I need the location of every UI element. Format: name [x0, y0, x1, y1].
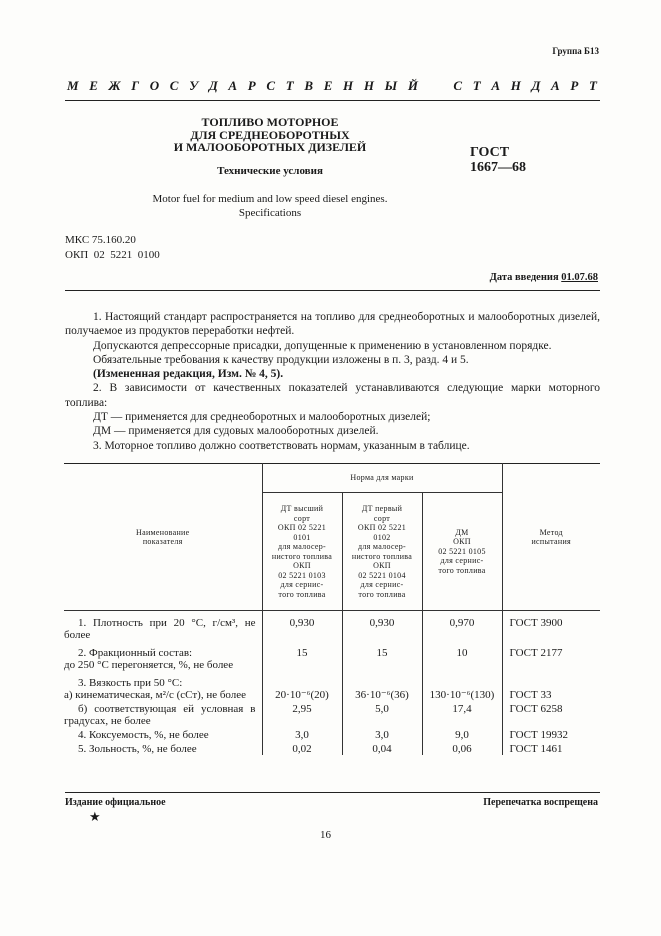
heading-letter: С	[453, 78, 463, 93]
fuel-norms-table	[64, 463, 600, 755]
indicator-name: 2. Фракционный состав: до 250 °С перегоняется, %, не более	[64, 647, 234, 671]
header-method: Метод испытания	[502, 464, 600, 611]
introduction-date	[490, 272, 598, 283]
header-dm: ДМ ОКП 02 5221 0105 для сернис- того топлива	[422, 493, 502, 611]
heading-letter: Г	[131, 78, 140, 93]
interstate-standard-heading	[67, 78, 597, 94]
document-subtitle: Технические условия	[217, 165, 323, 177]
heading-letter	[429, 78, 443, 94]
paragraph: 3. Моторное топливо должно соответствовать нормам, указанным в таблице.	[93, 439, 470, 452]
heading-letter: Н	[343, 78, 354, 93]
heading-letter: Д	[531, 78, 541, 93]
title-line: И МАЛООБОРОТНЫХ ДИЗЕЛЕЙ	[173, 140, 367, 154]
test-method: ГОСТ 2177	[502, 641, 600, 671]
heading-letter: В	[304, 78, 314, 93]
value-dt-premium: 0,02	[262, 741, 342, 755]
header-indicator-name: Наименование показателя	[136, 527, 190, 546]
heading-letter: Т	[589, 78, 597, 93]
table-row	[64, 611, 600, 642]
heading-letter: А	[491, 78, 501, 93]
gost-code: 1667—68	[470, 160, 526, 175]
indicator-name: 1. Плотность при 20 °С, г/см³, не более	[64, 617, 256, 641]
heading-letter: Е	[323, 78, 333, 93]
classification-codes	[65, 233, 160, 262]
value-dt-first: 3,0	[342, 727, 422, 741]
indicator-name: 4. Коксуемость, %, не более	[78, 729, 209, 741]
value-dt-first: 36·10⁻⁶(36)	[342, 671, 422, 701]
heading-letter: Н	[363, 78, 374, 93]
heading-letter: С	[266, 78, 276, 93]
value-dt-premium: 0,930	[262, 611, 342, 642]
value-dm: 130·10⁻⁶(130)	[422, 671, 502, 701]
header-rule	[65, 100, 600, 101]
test-method: ГОСТ 6258	[502, 701, 600, 727]
value-dt-first: 0,04	[342, 741, 422, 755]
heading-letter: М	[67, 78, 79, 93]
value-dm: 9,0	[422, 727, 502, 741]
value-dm: 10	[422, 641, 502, 671]
document-title	[140, 116, 400, 154]
heading-letter: У	[189, 78, 199, 93]
header-norm: Норма для марки	[262, 464, 502, 493]
value-dt-premium: 20·10⁻⁶(20)	[262, 671, 342, 701]
heading-letter: А	[228, 78, 238, 93]
heading-letter: Й	[407, 78, 419, 93]
value-dt-first: 5,0	[342, 701, 422, 727]
test-method: ГОСТ 19932	[502, 727, 600, 741]
paragraph: ДТ — применяется для среднеоборотных и малооборотных дизелей;	[93, 411, 431, 424]
title-line: ТОПЛИВО МОТОРНОЕ	[201, 115, 339, 129]
group-code: Группа Б13	[552, 46, 599, 56]
indicator-name: 5. Зольность, %, не более	[78, 743, 197, 755]
english-title-line: Motor fuel for medium and low speed diesel engines.	[152, 193, 388, 205]
test-method: ГОСТ 1461	[502, 741, 600, 755]
value-dt-premium: 15	[262, 641, 342, 671]
okp-code: ОКП 02 5221 0100	[65, 248, 160, 261]
english-title	[120, 192, 420, 220]
body-text	[65, 310, 600, 453]
value-dm: 0,970	[422, 611, 502, 642]
title-line: ДЛЯ СРЕДНЕОБОРОТНЫХ	[190, 127, 350, 142]
heading-letter: Т	[472, 78, 481, 93]
value-dm: 17,4	[422, 701, 502, 727]
paragraph: 1. Настоящий стандарт распространяется на топливо для среднеоборотных и малооборотных дизелей, получаемое из продуктов переработки нефтей.	[65, 311, 600, 338]
paragraph: 2. В зависимости от качественных показателей устанавливаются следующие марки моторного топлива:	[65, 382, 600, 409]
english-title-line: Specifications	[238, 207, 302, 219]
footer-rule	[65, 792, 600, 793]
value-dt-first: 0,930	[342, 611, 422, 642]
gost-number	[470, 145, 526, 175]
paragraph: Допускаются депрессорные присадки, допущенные к применению в установленном порядке.	[93, 339, 552, 352]
table-row	[64, 727, 600, 741]
reprint-prohibited: Перепечатка воспрещена	[483, 797, 598, 808]
table-row	[64, 671, 600, 701]
page-number: 16	[320, 829, 331, 841]
test-method: ГОСТ 3900	[502, 611, 600, 642]
heading-letter: Д	[208, 78, 218, 93]
official-edition: Издание официальное	[65, 797, 166, 808]
heading-letter: Ы	[384, 78, 398, 93]
date-value: 01.07.68	[561, 272, 598, 283]
heading-letter: Р	[247, 78, 256, 93]
value-dt-first: 15	[342, 641, 422, 671]
heading-letter: О	[149, 78, 160, 93]
test-method: ГОСТ 33	[502, 671, 600, 701]
gost-label: ГОСТ	[470, 145, 510, 160]
indicator-name: 3. Вязкость при 50 °С: а) кинематическая, м²/с (сСт), не более	[64, 677, 247, 701]
mks-code: МКС 75.160.20	[65, 234, 136, 246]
heading-letter: Р	[570, 78, 579, 93]
heading-letter: Ж	[108, 78, 121, 93]
heading-letter: Е	[89, 78, 98, 93]
date-label: Дата введения	[489, 272, 562, 283]
value-dm: 0,06	[422, 741, 502, 755]
date-rule	[65, 290, 600, 291]
table-row	[64, 741, 600, 755]
header-dt-premium: ДТ высший сорт ОКП 02 5221 0101 для малосер- нистого топлива ОКП 02 5221 0103 для сернис- того топлива	[262, 493, 342, 611]
table-row	[64, 641, 600, 671]
star-icon: ★	[89, 809, 101, 824]
value-dt-premium: 3,0	[262, 727, 342, 741]
table-row	[64, 701, 600, 727]
paragraph: Обязательные требования к качеству продукции изложены в п. 3, разд. 4 и 5.	[93, 353, 469, 366]
value-dt-premium: 2,95	[262, 701, 342, 727]
heading-letter: Н	[510, 78, 521, 93]
header-dt-first: ДТ первый сорт ОКП 02 5221 0102 для малосер- нистого топлива ОКП 02 5221 0104 для сернис- того топлива	[342, 493, 422, 611]
heading-letter: Т	[285, 78, 294, 93]
heading-letter: А	[551, 78, 560, 93]
paragraph: ДМ — применяется для судовых малооборотных дизелей.	[93, 425, 379, 438]
indicator-name: б) соответствующая ей условная в градусах, не более	[64, 703, 256, 727]
heading-letter: С	[169, 78, 179, 93]
amendment-note: (Измененная редакция, Изм. № 4, 5).	[93, 368, 284, 381]
